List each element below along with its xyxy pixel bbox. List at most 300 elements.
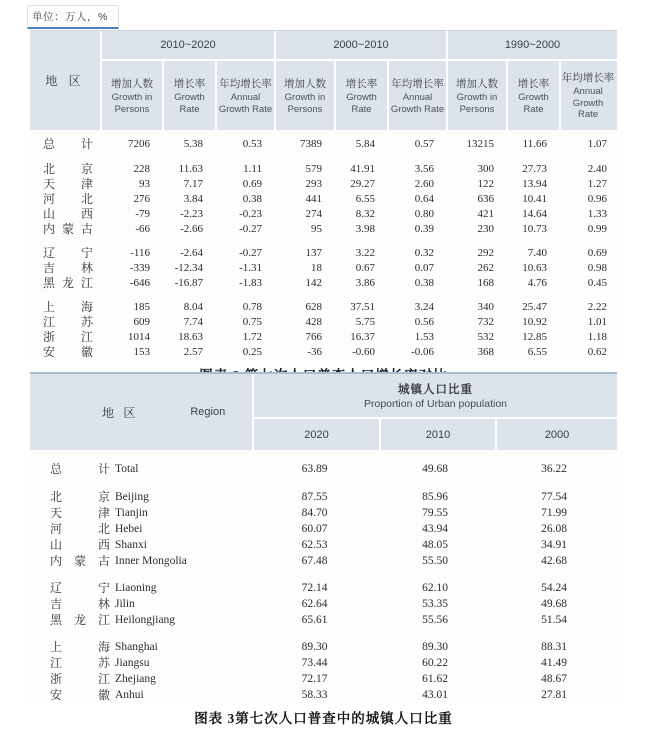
region-char: 北	[50, 490, 63, 504]
metric-header-annual-growth-rate	[387, 61, 446, 130]
region-char: 上	[50, 640, 63, 654]
cell-value: 89.30	[301, 641, 328, 653]
table1-body	[30, 130, 617, 360]
table2-row-group	[30, 639, 617, 703]
cell-value: 29.27	[350, 178, 375, 190]
table2-years-row	[254, 419, 617, 450]
cell-value: 153	[133, 346, 150, 358]
cell-value: 8.04	[183, 301, 203, 313]
region-name-cn	[50, 505, 110, 521]
cell-value: 14.64	[522, 208, 547, 220]
cell-value: 71.99	[541, 507, 567, 519]
cell-value: 62.10	[422, 582, 448, 594]
region-char: 西	[97, 538, 110, 552]
metric-header-cn: 年均增长率	[391, 77, 444, 90]
region-char: 吉	[43, 261, 56, 275]
region-name	[43, 261, 93, 276]
urban-proportion-table	[30, 372, 617, 727]
region-name-en: Anhui	[115, 689, 144, 701]
cell-value: 93	[139, 178, 150, 190]
cell-value: 12.85	[522, 331, 547, 343]
region-char: 黑	[50, 613, 63, 627]
cell-value: 340	[477, 301, 494, 313]
cell-value: 65.61	[301, 614, 328, 626]
cell-value: 3.84	[183, 193, 203, 205]
cell-value: 1.72	[242, 331, 262, 343]
metric-header-en: Growth in Persons	[284, 91, 326, 115]
cell-value: 1.11	[243, 163, 262, 175]
table1-header-right	[100, 31, 617, 130]
region-char: 计	[80, 137, 93, 151]
cell-value: 0.69	[587, 247, 607, 259]
cell-value: 1.07	[587, 138, 607, 150]
cell-value: 2.60	[414, 178, 434, 190]
metric-header-annual-growth-rate	[215, 61, 274, 130]
cell-value: 0.38	[414, 277, 434, 289]
region-char: 江	[50, 656, 63, 670]
cell-value: 10.63	[522, 262, 547, 274]
cell-value: -2.23	[180, 208, 203, 220]
cell-value: 77.54	[541, 491, 567, 503]
region-char: 天	[50, 506, 63, 520]
region-char: 山	[50, 538, 63, 552]
metric-header-cn: 年均增长率	[561, 71, 615, 84]
cell-value: 1.33	[587, 208, 607, 220]
table-row	[30, 553, 617, 569]
cell-value: 10.41	[522, 193, 547, 205]
table-row	[30, 537, 617, 553]
cell-value: 37.51	[350, 301, 375, 313]
table-row	[30, 137, 617, 153]
region-char: 河	[43, 192, 56, 206]
table-row	[30, 207, 617, 222]
region-char: 津	[80, 177, 93, 191]
table2-row-group	[30, 580, 617, 628]
metric-header-en: Growth Rate	[346, 91, 377, 115]
cell-value: 0.67	[355, 262, 375, 274]
table-row	[30, 596, 617, 612]
cell-value: 43.94	[422, 523, 448, 535]
cell-value: 292	[477, 247, 494, 259]
region-name-en: Beijing	[115, 491, 149, 503]
table-row	[30, 192, 617, 207]
cell-value: 5.84	[355, 138, 375, 150]
cell-value: 61.62	[422, 673, 448, 685]
region-name	[43, 246, 93, 261]
cell-value: 0.39	[414, 223, 434, 235]
cell-value: 72.17	[301, 673, 328, 685]
cell-value: 7.17	[183, 178, 203, 190]
region-char: 蒙	[61, 222, 74, 236]
region-header-en: Region	[190, 406, 226, 418]
cell-value: 7.40	[527, 247, 547, 259]
cell-value: 1.53	[414, 331, 434, 343]
region-name-en: Liaoning	[115, 582, 157, 594]
table-row	[30, 330, 617, 345]
cell-value: 3.98	[355, 223, 375, 235]
cell-value: 0.64	[414, 193, 434, 205]
metric-header-cn: 增长率	[173, 77, 206, 90]
cell-value: 6.55	[355, 193, 375, 205]
cell-value: 55.56	[422, 614, 448, 626]
group-header-en: Proportion of Urban population	[363, 398, 507, 410]
cell-value: 368	[477, 346, 494, 358]
cell-value: 0.78	[242, 301, 262, 313]
cell-value: 34.91	[541, 539, 567, 551]
region-name-cn	[50, 687, 110, 703]
cell-value: 11.66	[522, 138, 547, 150]
cell-value: 67.48	[301, 555, 328, 567]
cell-value: 609	[133, 316, 150, 328]
cell-value: -646	[129, 277, 150, 289]
region-char: 江	[43, 315, 56, 329]
year-header-2020: 2020	[304, 428, 329, 441]
region-name-cn	[50, 655, 110, 671]
table-row	[30, 300, 617, 315]
cell-value: 0.25	[242, 346, 262, 358]
table-row	[30, 687, 617, 703]
table2-header	[30, 372, 617, 450]
cell-value: 137	[305, 247, 322, 259]
region-name-en: Shanghai	[115, 641, 158, 653]
cell-value: -1.83	[239, 277, 262, 289]
cell-value: 25.47	[522, 301, 547, 313]
region-name	[43, 162, 93, 177]
region-char: 海	[80, 300, 93, 314]
cell-value: 5.75	[355, 316, 375, 328]
region-name-en: Total	[115, 463, 139, 475]
region-name-cn	[50, 553, 110, 569]
cell-value: 60.07	[301, 523, 328, 535]
metric-header-en: Annual Growth Rate	[572, 85, 604, 121]
region-char: 安	[43, 345, 56, 359]
region-name-cn	[50, 612, 110, 628]
region-name-en: Hebei	[115, 523, 143, 535]
region-char: 江	[97, 672, 110, 686]
table1-row-group	[30, 300, 617, 360]
metric-header-growth-persons	[102, 61, 162, 130]
cell-value: 3.56	[414, 163, 434, 175]
table-row	[30, 612, 617, 628]
cell-value: 7206	[128, 138, 150, 150]
region-char: 龙	[61, 276, 74, 290]
cell-value: 4.76	[527, 277, 547, 289]
region-char: 徽	[80, 345, 93, 359]
table2-region-header	[30, 374, 252, 450]
cell-value: 1.27	[587, 178, 607, 190]
cell-value: 0.38	[242, 193, 262, 205]
cell-value: 88.31	[541, 641, 567, 653]
table2-body	[30, 450, 617, 703]
cell-value: 0.07	[414, 262, 434, 274]
cell-value: 62.53	[301, 539, 328, 551]
region-char: 辽	[43, 246, 56, 260]
table-row	[30, 521, 617, 537]
cell-value: 228	[133, 163, 150, 175]
cell-value: -339	[129, 262, 150, 274]
region-char: 江	[80, 276, 93, 290]
region-name	[43, 177, 93, 192]
region-name-cn	[50, 461, 110, 477]
metric-header-en: Growth in Persons	[111, 91, 153, 115]
cell-value: -66	[135, 223, 150, 235]
cell-value: 6.55	[527, 346, 547, 358]
metric-header-en: Growth Rate	[518, 91, 549, 115]
region-char: 海	[97, 640, 110, 654]
region-name-en: Tianjin	[115, 507, 148, 519]
region-name-cn	[50, 580, 110, 596]
region-char: 总	[50, 462, 63, 476]
region-name	[43, 207, 93, 222]
metric-header-cn: 增加人数	[456, 77, 498, 90]
cell-value: 300	[477, 163, 494, 175]
table1-period-groups-row	[102, 31, 617, 61]
table-row	[30, 162, 617, 177]
cell-value: 0.99	[587, 223, 607, 235]
table-row	[30, 505, 617, 521]
cell-value: 628	[305, 301, 322, 313]
table1-header	[30, 30, 617, 130]
cell-value: 428	[305, 316, 322, 328]
year-header-2000: 2000	[495, 419, 617, 450]
table1-row-group	[30, 246, 617, 291]
cell-value: 142	[305, 277, 322, 289]
cell-value: 18	[311, 262, 322, 274]
region-char: 蒙	[73, 554, 86, 568]
region-char: 宁	[97, 581, 110, 595]
table-row	[30, 276, 617, 291]
table1-row-group	[30, 162, 617, 237]
region-char: 总	[43, 137, 56, 151]
table-row	[30, 345, 617, 360]
cell-value: -36	[307, 346, 322, 358]
table-row	[30, 489, 617, 505]
metric-header-growth-persons	[446, 61, 506, 130]
cell-value: 7.74	[183, 316, 203, 328]
table2-row-group	[30, 461, 617, 478]
table1-row-group	[30, 137, 617, 153]
region-name-en: Shanxi	[115, 539, 147, 551]
cell-value: -0.06	[411, 346, 434, 358]
cell-value: 51.54	[541, 614, 567, 626]
cell-value: 87.55	[301, 491, 328, 503]
cell-value: 441	[305, 193, 322, 205]
cell-value: -1.31	[239, 262, 262, 274]
cell-value: 18.63	[178, 331, 203, 343]
cell-value: 10.92	[522, 316, 547, 328]
cell-value: 10.73	[522, 223, 547, 235]
region-char: 北	[80, 192, 93, 206]
cell-value: 168	[477, 277, 494, 289]
cell-value: -0.23	[239, 208, 262, 220]
metric-header-cn: 年均增长率	[219, 77, 272, 90]
region-name-cn	[50, 639, 110, 655]
cell-value: 3.22	[355, 247, 375, 259]
cell-value: 53.35	[422, 598, 448, 610]
region-char: 苏	[80, 315, 93, 329]
cell-value: 41.91	[350, 163, 375, 175]
cell-value: 0.96	[587, 193, 607, 205]
table2-row-group	[30, 489, 617, 569]
cell-value: -2.66	[180, 223, 203, 235]
cell-value: 0.75	[242, 316, 262, 328]
table2-header-right	[252, 374, 617, 450]
metric-header-annual-growth-rate	[559, 61, 615, 130]
cell-value: 1.01	[587, 316, 607, 328]
region-char: 北	[97, 522, 110, 536]
period-group-1990-2000: 1990~2000	[446, 31, 617, 59]
region-name-en: Heilongjiang	[115, 614, 176, 626]
region-name	[43, 222, 93, 237]
cell-value: 2.40	[587, 163, 607, 175]
region-char: 吉	[50, 597, 63, 611]
cell-value: 766	[305, 331, 322, 343]
table-row	[30, 177, 617, 192]
cell-value: 8.32	[355, 208, 375, 220]
metric-header-growth-persons	[274, 61, 334, 130]
region-char: 古	[97, 554, 110, 568]
cell-value: 185	[133, 301, 150, 313]
metric-header-cn: 增长率	[517, 77, 550, 90]
region-name-en: Jilin	[115, 598, 135, 610]
cell-value: 0.98	[587, 262, 607, 274]
cell-value: 262	[477, 262, 494, 274]
cell-value: 11.63	[178, 163, 203, 175]
cell-value: 43.01	[422, 689, 448, 701]
region-char: 内	[43, 222, 56, 236]
cell-value: -16.87	[174, 277, 203, 289]
region-name	[43, 276, 93, 291]
region-name-cn	[50, 537, 110, 553]
metric-header-en: Growth Rate	[174, 91, 205, 115]
region-name	[43, 300, 93, 315]
cell-value: 89.30	[422, 641, 448, 653]
cell-value: 16.37	[350, 331, 375, 343]
cell-value: 0.32	[414, 247, 434, 259]
cell-value: -79	[135, 208, 150, 220]
cell-value: -12.34	[174, 262, 203, 274]
cell-value: 73.44	[301, 657, 328, 669]
cell-value: 0.69	[242, 178, 262, 190]
cell-value: 48.05	[422, 539, 448, 551]
cell-value: 13.94	[522, 178, 547, 190]
region-char: 黑	[43, 276, 56, 290]
period-group-2000-2010: 2000~2010	[274, 31, 446, 59]
cell-value: 579	[305, 163, 322, 175]
metric-header-cn: 增加人数	[284, 77, 326, 90]
cell-value: 122	[477, 178, 494, 190]
cell-value: 0.80	[414, 208, 434, 220]
table1-metric-headers-row	[102, 61, 617, 130]
table-row	[30, 639, 617, 655]
cell-value: 1.18	[587, 331, 607, 343]
region-char: 西	[80, 207, 93, 221]
region-name	[43, 192, 93, 207]
region-name-en: Zhejiang	[115, 673, 156, 685]
region-name-cn	[50, 521, 110, 537]
cell-value: 60.22	[422, 657, 448, 669]
region-char: 京	[80, 162, 93, 176]
cell-value: 7389	[300, 138, 322, 150]
cell-value: 1014	[128, 331, 150, 343]
region-char: 江	[80, 330, 93, 344]
region-char: 辽	[50, 581, 63, 595]
region-name	[43, 330, 93, 345]
table-row	[30, 671, 617, 687]
year-header-2010: 2010	[379, 419, 495, 450]
cell-value: 85.96	[422, 491, 448, 503]
cell-value: 0.56	[414, 316, 434, 328]
cell-value: 230	[477, 223, 494, 235]
cell-value: -0.27	[239, 247, 262, 259]
region-char: 北	[43, 162, 56, 176]
cell-value: 58.33	[301, 689, 328, 701]
cell-value: 41.49	[541, 657, 567, 669]
cell-value: 26.08	[541, 523, 567, 535]
region-char: 上	[43, 300, 56, 314]
region-char: 天	[43, 177, 56, 191]
cell-value: 636	[477, 193, 494, 205]
metric-header-en: Annual Growth Rate	[390, 91, 445, 115]
group-header-cn: 城镇人口比重	[398, 384, 473, 396]
region-char: 宁	[80, 246, 93, 260]
cell-value: 72.14	[301, 582, 328, 594]
region-char: 古	[80, 222, 93, 236]
table-row	[30, 461, 617, 478]
region-char: 林	[97, 597, 110, 611]
cell-value: 55.50	[422, 555, 448, 567]
cell-value: 293	[305, 178, 322, 190]
table-row	[30, 261, 617, 276]
cell-value: -116	[130, 247, 150, 259]
cell-value: 63.89	[301, 463, 328, 475]
region-char: 京	[97, 490, 110, 504]
cell-value: 95	[311, 223, 322, 235]
cell-value: -0.60	[352, 346, 375, 358]
region-name-cn	[50, 489, 110, 505]
table2-caption: 图表 3第七次人口普查中的城镇人口比重	[194, 711, 453, 726]
cell-value: 5.38	[183, 138, 203, 150]
cell-value: 13215	[466, 138, 494, 150]
cell-value: 0.53	[242, 138, 262, 150]
cell-value: 2.57	[183, 346, 203, 358]
cell-value: 3.86	[355, 277, 375, 289]
table-row	[30, 315, 617, 330]
cell-value: 0.62	[587, 346, 607, 358]
cell-value: -2.64	[180, 247, 203, 259]
unit-label: 单位：万人，%	[27, 5, 119, 29]
region-char: 江	[97, 613, 110, 627]
region-name	[43, 137, 93, 152]
region-char: 林	[80, 261, 93, 275]
region-name-en: Inner Mongolia	[115, 555, 187, 567]
region-char: 津	[97, 506, 110, 520]
cell-value: 84.70	[301, 507, 328, 519]
region-char: 计	[97, 462, 110, 476]
region-name-cn	[50, 596, 110, 612]
cell-value: -0.27	[239, 223, 262, 235]
table1-region-header: 地 区	[45, 74, 85, 88]
cell-value: 62.64	[301, 598, 328, 610]
urban-proportion-group-header	[254, 374, 617, 419]
cell-value: 732	[477, 316, 494, 328]
region-char: 河	[50, 522, 63, 536]
cell-value: 2.22	[587, 301, 607, 313]
region-char: 浙	[50, 672, 63, 686]
cell-value: 27.73	[522, 163, 547, 175]
region-char: 浙	[43, 330, 56, 344]
region-header-cn: 地 区	[102, 405, 139, 420]
